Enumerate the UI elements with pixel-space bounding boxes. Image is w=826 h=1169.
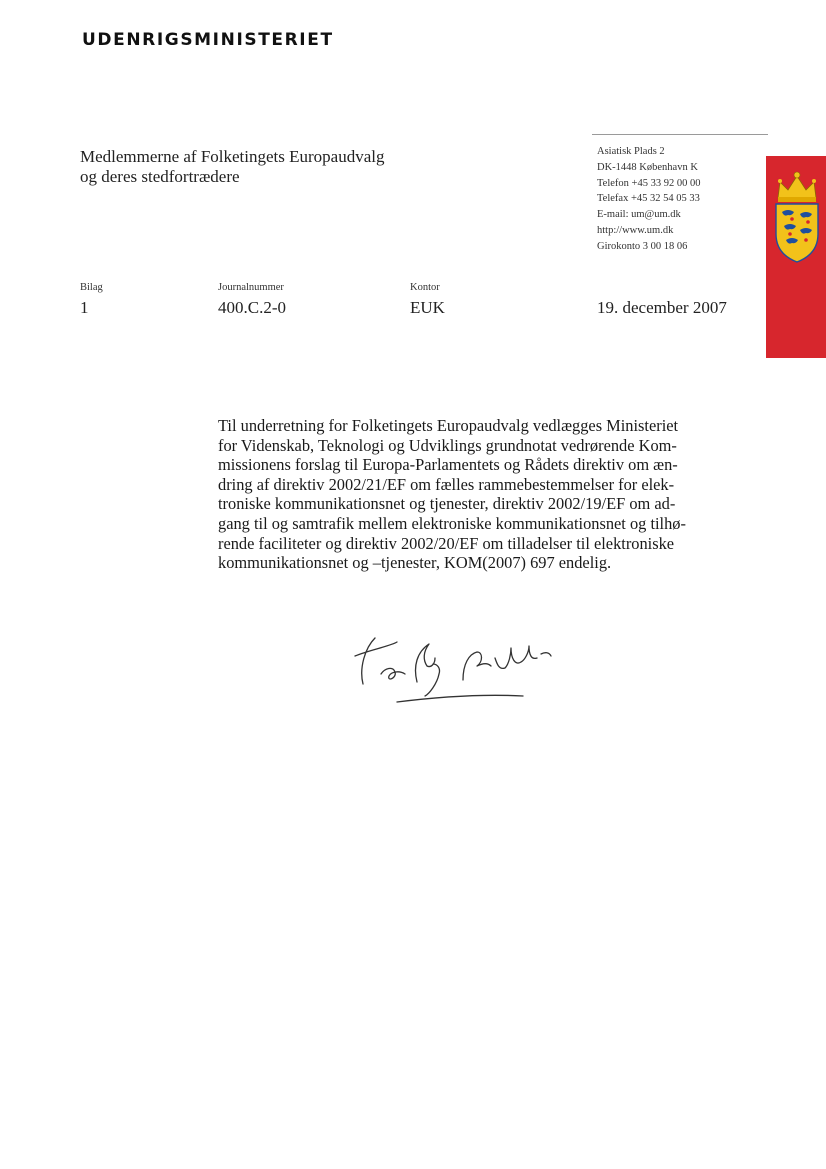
body-line: troniske kommunikationsnet og tjenester, direktiv 2002/19/EF om ad- (218, 494, 676, 514)
address-city: DK-1448 København K (597, 161, 698, 173)
body-line: rende faciliteter og direktiv 2002/20/EF om tilladelser til elektroniske (218, 533, 675, 553)
journal-value: 400.C.2-0 (218, 298, 286, 317)
danish-coat-of-arms-icon (768, 168, 826, 268)
address-street: Asiatisk Plads 2 (597, 146, 665, 157)
address-giro: Girokonto 3 00 18 06 (597, 240, 688, 252)
address-phone: Telefon +45 33 92 00 00 (597, 177, 701, 189)
recipient-line-1: Medlemmerne af Folketingets Europaudvalg (80, 147, 385, 166)
address-divider (592, 134, 768, 135)
address-web: http://www.um.dk (597, 224, 674, 236)
letter-body (218, 416, 728, 573)
address-fax: Telefax +45 32 54 05 33 (597, 193, 700, 205)
body-line: kommunikationsnet og –tjenester, KOM(2007) 697 endelig. (218, 553, 612, 573)
kontor-label: Kontor (410, 282, 440, 293)
bilag-value: 1 (80, 298, 89, 317)
body-line: Til underretning for Folketingets Europaudvalg vedlægges Ministeriet (218, 416, 679, 435)
bilag-label: Bilag (80, 282, 103, 293)
address-email: E-mail: um@um.dk (597, 209, 681, 221)
ministry-name: UDENRIGSMINISTERIET (82, 30, 334, 50)
recipient-line-2: og deres stedfortrædere (80, 167, 240, 186)
body-line: missionens forslag til Europa-Parlamentets og Rådets direktiv om æn- (218, 455, 678, 475)
journal-label: Journalnummer (218, 282, 284, 293)
body-line: for Videnskab, Teknologi og Udviklings grundnotat vedrørende Kom- (218, 435, 677, 455)
body-line: dring af direktiv 2002/21/EF om fælles rammebestemmelser for elek- (218, 474, 675, 494)
letter-date: 19. december 2007 (597, 298, 727, 317)
handwritten-signature (345, 622, 575, 717)
address-block (597, 144, 700, 255)
recipient-block (80, 147, 385, 187)
body-line: gang til og samtrafik mellem elektroniske kommunikationsnet og tilhø- (218, 513, 686, 533)
kontor-value: EUK (410, 298, 445, 317)
